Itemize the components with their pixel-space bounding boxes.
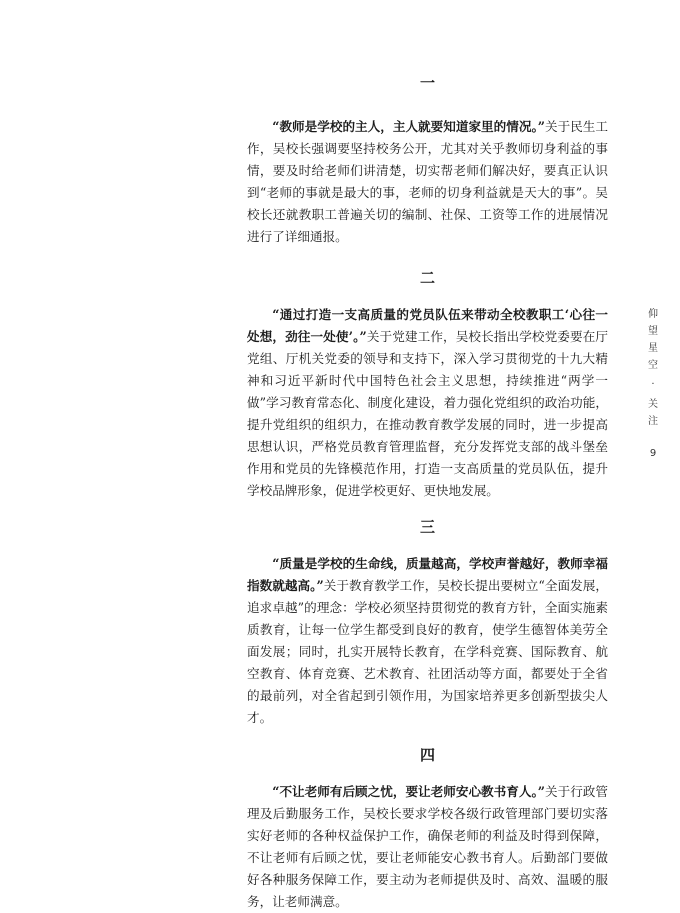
- section-paragraph: [247, 116, 608, 248]
- paragraph-lead-quote: “教师是学校的主人，主人就要知道家里的情况。”: [272, 119, 545, 134]
- book-title-char: 仰: [648, 309, 658, 320]
- section-heading: 一: [419, 74, 435, 92]
- section-heading: 二: [419, 269, 435, 287]
- section-paragraph: [247, 781, 608, 913]
- page-body: [247, 72, 608, 913]
- paragraph-body: 关于民生工作，吴校长强调要坚持校务公开，尤其对关乎教师切身利益的事情，要及时给老师们讲清楚，切实帮老师们解决好，要真正认识到“老师的事就是最大的事，老师的切身利益就是天大的事”。吴校长还就教职工普遍关切的编制、社保、工资等工作的进展情况进行了详细通报。: [247, 119, 608, 244]
- header-separator: ·: [651, 379, 655, 390]
- paragraph-body: 关于教育教学工作，吴校长提出要树立“全面发展，追求卓越”的理念：学校必须坚持贯彻党的教育方针，全面实施素质教育，让每一位学生都受到良好的教育，使学生德智体美劳全面发展；同时，扎实开展特长教育，在学科竞赛、国际教育、航空教育、体育竞赛、艺术教育、社团活动等方面，都要处于全省的最前列，对全省起到引领作用，为国家培养更多创新型拔尖人才。: [247, 578, 608, 725]
- section-heading: 三: [419, 518, 435, 536]
- paragraph-lead-quote: “通过打造一支高质量的党员队伍来带动全校教职工‘心往一处想，劲往一处使’。”: [247, 307, 608, 344]
- page-number: 9: [649, 448, 657, 459]
- running-header: [643, 306, 663, 461]
- paragraph-body: 关于行政管理及后勤服务工作，吴校长要求学校各级行政管理部门要切实落实好老师的各种权益保护工作，确保老师的利益及时得到保障，不让老师有后顾之忧，要让老师能安心教书育人。后勤部门要做好各种服务保障工作，要主动为老师提供及时、高效、温暖的服务，让老师满意。: [247, 784, 608, 909]
- book-title-char: 空: [648, 360, 658, 371]
- section-heading: 四: [419, 746, 435, 764]
- paragraph-lead-quote: “不让老师有后顾之忧，要让老师安心教书育人。”: [272, 784, 545, 799]
- section-paragraph: [247, 553, 608, 729]
- book-title-char: 望: [648, 326, 658, 337]
- paragraph-body: 关于党建工作，吴校长指出学校党委要在厅党组、厅机关党委的领导和支持下，深入学习贯彻党的十九大精神和习近平新时代中国特色社会主义思想，持续推进“两学一做”学习教育常态化、制度化建设，着力强化党组织的政治功能，提升党组织的组织力，在推动教育教学发展的同时，进一步提高思想认识，严格党员教育管理监督，充分发挥党支部的战斗堡垒作用和党员的先锋模范作用，打造一支高质量的党员队伍，提升学校品牌形象，促进学校更好、更快地发展。: [247, 329, 608, 498]
- paragraph-lead-quote: “质量是学校的生命线，质量越高，学校声誉越好，教师幸福指数就越高。”: [247, 556, 608, 593]
- book-title-char: 星: [648, 343, 658, 354]
- chapter-title-char: 注: [648, 416, 658, 427]
- section-paragraph: [247, 304, 608, 502]
- chapter-title-char: 关: [648, 399, 658, 410]
